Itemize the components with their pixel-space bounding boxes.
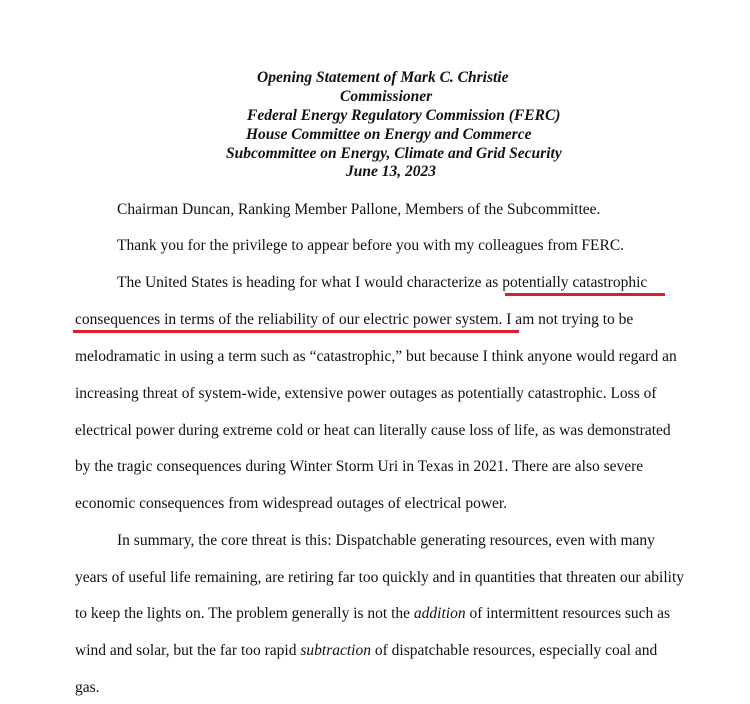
paragraph-threat-line: by the tragic consequences during Winter Storm Uri in Texas in 2021. There are also severe — [75, 458, 644, 475]
emphasis-subtraction: subtraction — [300, 642, 371, 659]
text-run: to keep the lights on. The problem generally is not the — [75, 605, 414, 622]
header-subcommittee: Subcommittee on Energy, Climate and Grid Security — [226, 145, 562, 162]
header-date: June 13, 2023 — [346, 163, 436, 180]
paragraph-summary-line — [75, 641, 657, 661]
highlight-underline-1 — [505, 293, 665, 296]
paragraph-summary-line: gas. — [75, 679, 100, 696]
paragraph-summary-line: years of useful life remaining, are retiring far too quickly and in quantities that threaten our ability — [75, 569, 685, 586]
highlight-underline-2 — [73, 330, 519, 333]
paragraph-threat-line: electrical power during extreme cold or heat can literally cause loss of life, as was demonstrated — [75, 422, 671, 439]
header-title: Opening Statement of Mark C. Christie — [257, 69, 509, 86]
paragraph-threat-line: consequences in terms of the reliability of our electric power system. I am not trying to be — [75, 311, 634, 328]
paragraph-greeting: Chairman Duncan, Ranking Member Pallone, Members of the Subcommittee. — [117, 201, 601, 218]
text-run: of dispatchable resources, especially coal and — [371, 642, 658, 659]
paragraph-summary-line: In summary, the core threat is this: Dispatchable generating resources, even with many — [117, 532, 655, 549]
paragraph-summary-line — [75, 604, 670, 624]
paragraph-threat-line: increasing threat of system-wide, extensive power outages as potentially catastrophic. Loss of — [75, 385, 657, 402]
paragraph-threat-line: melodramatic in using a term such as “catastrophic,” but because I think anyone would regard an — [75, 348, 677, 365]
emphasis-addition: addition — [413, 605, 466, 622]
text-run: of intermittent resources such as — [465, 605, 671, 622]
header-agency: Federal Energy Regulatory Commission (FERC) — [247, 107, 561, 124]
header-committee: House Committee on Energy and Commerce — [246, 126, 532, 143]
paragraph-threat-line: The United States is heading for what I would characterize as potentially catastrophic — [117, 274, 648, 291]
paragraph-thanks: Thank you for the privilege to appear before you with my colleagues from FERC. — [117, 237, 625, 254]
text-run: wind and solar, but the far too rapid — [75, 642, 301, 659]
header-role: Commissioner — [340, 88, 433, 105]
paragraph-threat-line: economic consequences from widespread outages of electrical power. — [75, 495, 508, 512]
